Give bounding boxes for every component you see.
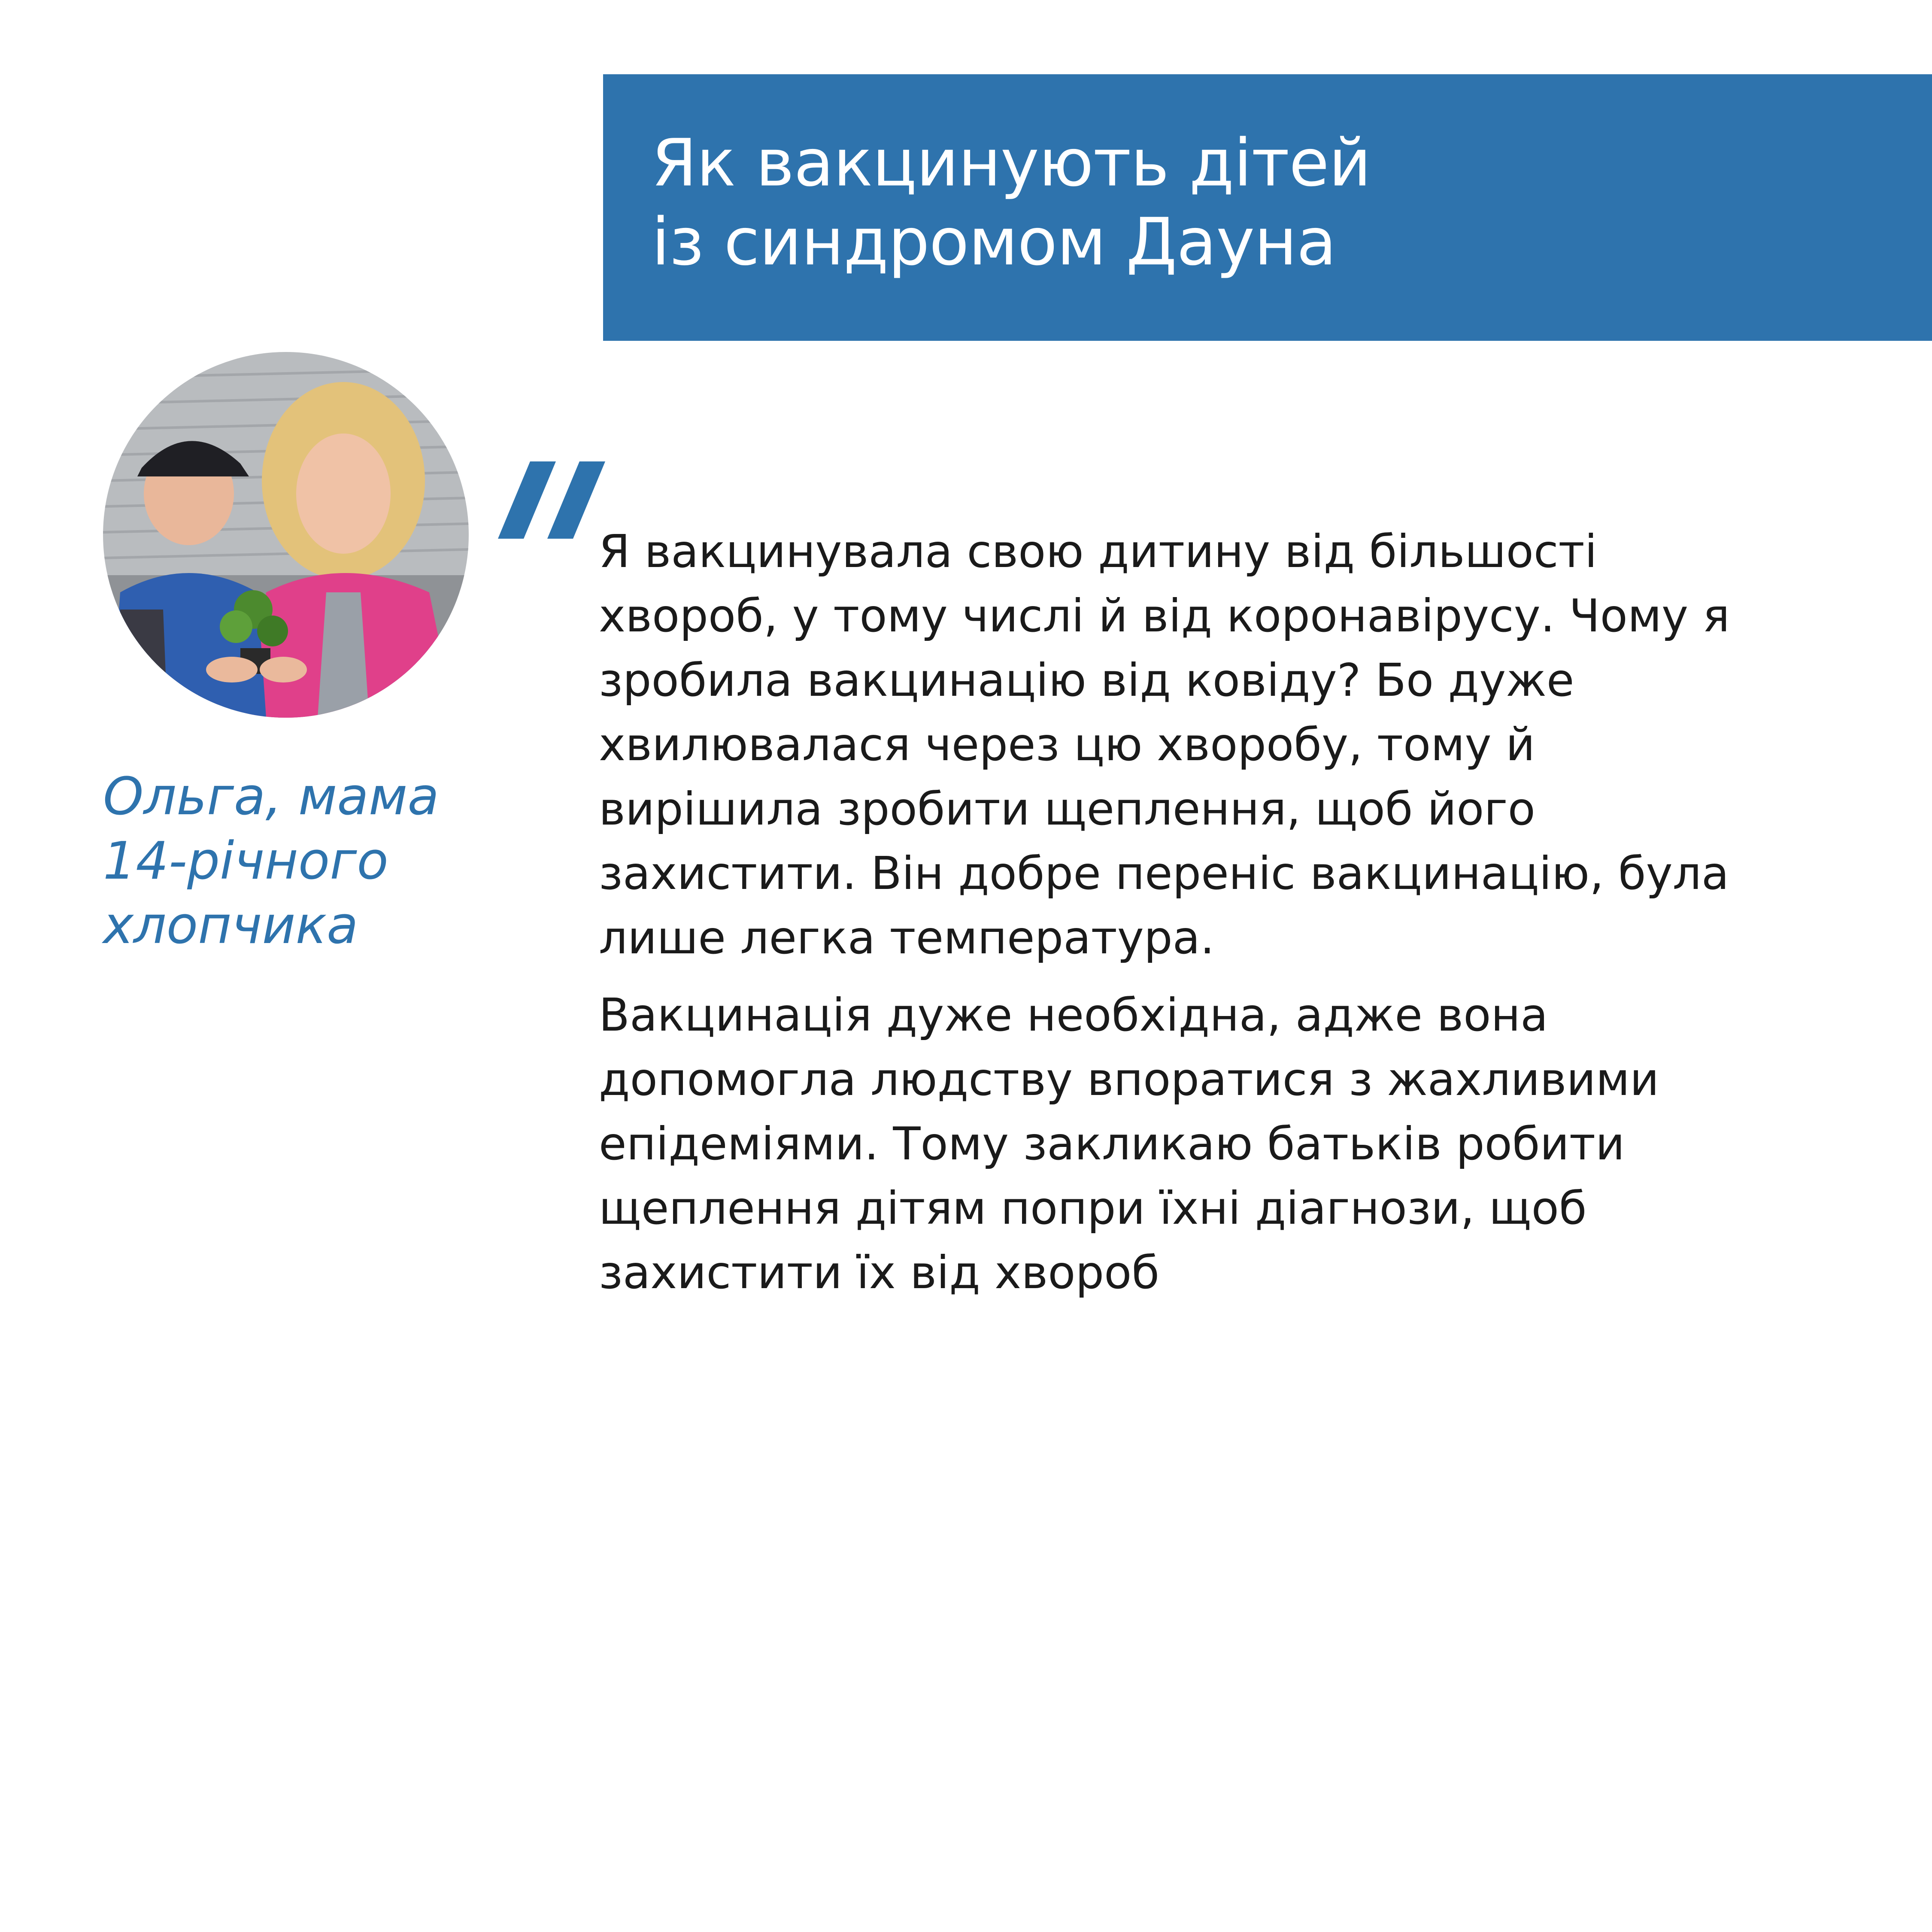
quote-line: Вакцинація дуже необхідна, адже вона xyxy=(599,989,1548,1041)
quote-line: епідеміями. Тому закликаю батьків робити xyxy=(599,1118,1625,1170)
quotation-mark-icon xyxy=(498,461,605,540)
quote-line: вирішила зробити щеплення, щоб його xyxy=(599,783,1535,835)
quote-line: захистити їх від хвороб xyxy=(599,1247,1160,1299)
caption-line-2: 14-річного xyxy=(103,831,388,891)
quote-line: Я вакцинувала свою дитину від більшості xyxy=(599,525,1597,578)
quote-line: хвороб, у тому числі й від коронавірусу. Чому я xyxy=(599,590,1730,642)
quote-paragraph-1 xyxy=(599,519,1895,970)
quote-line: захистити. Він добре переніс вакцинацію, була xyxy=(599,847,1729,900)
title-line-2: із синдромом Дауна xyxy=(652,204,1336,280)
quote-paragraph-2 xyxy=(599,983,1895,1305)
quote-text xyxy=(599,519,1895,1305)
quote-line: лише легка температура. xyxy=(599,912,1215,964)
quote-line: зробила вакцинацію від ковіду? Бо дуже xyxy=(599,654,1574,707)
quote-line: допомогла людству впоратися з жахливими xyxy=(599,1053,1659,1106)
caption-line-1: Ольга, мама xyxy=(103,767,439,827)
quote-line: щеплення дітям попри їхні діагнози, щоб xyxy=(599,1182,1587,1234)
title-banner xyxy=(603,74,1932,341)
title-line-1: Як вакцинують дітей xyxy=(652,125,1371,201)
quote-line: хвилювалася через цю хворобу, тому й xyxy=(599,719,1535,771)
caption-line-3: хлопчика xyxy=(103,896,358,955)
mother-and-son-photo xyxy=(103,352,469,718)
caption xyxy=(103,765,439,958)
